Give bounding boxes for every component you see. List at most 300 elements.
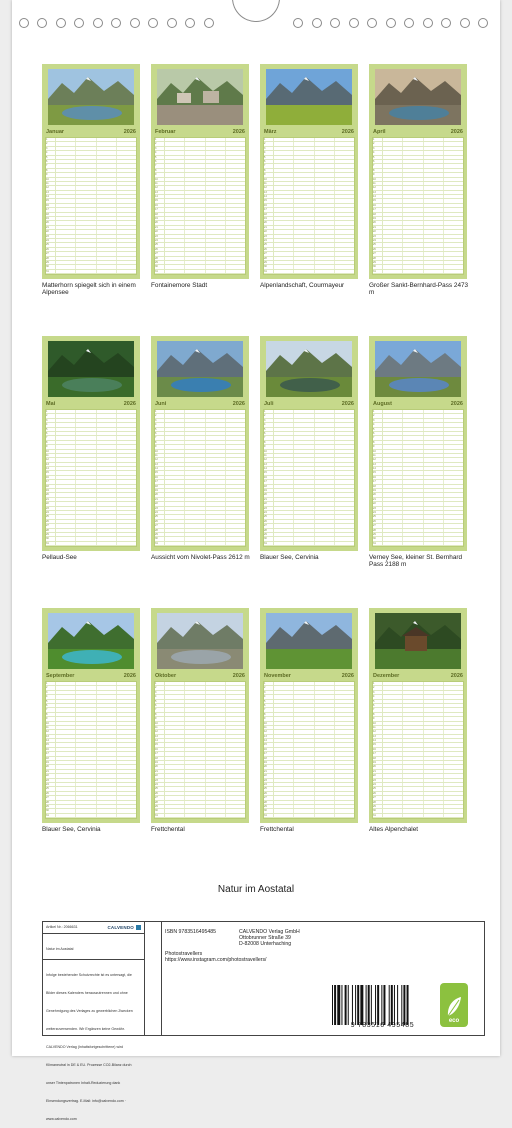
planner-cell xyxy=(117,199,136,202)
planner-cell xyxy=(97,445,117,448)
planner-cell xyxy=(424,713,444,716)
planner-cell xyxy=(383,182,403,185)
planner-cell xyxy=(206,779,226,782)
planner-cell xyxy=(165,208,185,211)
planner-cell xyxy=(226,454,245,457)
planner-cell xyxy=(403,537,423,540)
planner-cell xyxy=(294,502,314,505)
planner-cell xyxy=(97,221,117,224)
planner-cell xyxy=(226,169,245,172)
planner-cell xyxy=(117,743,136,746)
planner-cell xyxy=(97,748,117,751)
planner-cell xyxy=(444,450,463,453)
planner-cell xyxy=(226,191,245,194)
planner-cell xyxy=(315,722,335,725)
day-number: 11 xyxy=(155,182,165,185)
planner-row xyxy=(373,542,463,546)
planner-cell xyxy=(165,730,185,733)
day-number: 3 xyxy=(373,691,383,694)
planner-grid xyxy=(45,137,137,275)
month-name: April xyxy=(373,128,386,135)
planner-cell xyxy=(185,252,205,255)
planner-cell xyxy=(185,542,205,545)
planner-cell xyxy=(165,445,185,448)
planner-cell xyxy=(274,213,294,216)
planner-cell xyxy=(335,700,354,703)
planner-cell xyxy=(206,708,226,711)
planner-cell xyxy=(97,761,117,764)
planner-cell xyxy=(226,708,245,711)
day-number: 24 xyxy=(373,239,383,242)
day-number: 23 xyxy=(46,235,56,238)
day-number: 27 xyxy=(373,524,383,527)
day-number: 11 xyxy=(46,182,56,185)
planner-cell xyxy=(315,748,335,751)
planner-cell xyxy=(97,498,117,501)
day-number: 2 xyxy=(264,414,274,417)
planner-cell xyxy=(424,265,444,268)
planner-cell xyxy=(444,208,463,211)
planner-cell xyxy=(56,186,76,189)
day-number: 30 xyxy=(155,537,165,540)
planner-cell xyxy=(226,178,245,181)
month-caption: Fontainemore Stadt xyxy=(151,282,208,289)
planner-cell xyxy=(206,257,226,260)
planner-cell xyxy=(294,436,314,439)
planner-cell xyxy=(165,252,185,255)
planner-cell xyxy=(97,164,117,167)
day-number: 28 xyxy=(264,801,274,804)
planner-cell xyxy=(383,235,403,238)
planner-cell xyxy=(315,252,335,255)
day-number: 25 xyxy=(46,515,56,518)
planner-cell xyxy=(117,173,136,176)
planner-cell xyxy=(165,257,185,260)
day-number: 7 xyxy=(46,164,56,167)
planner-cell xyxy=(97,458,117,461)
planner-cell xyxy=(335,682,354,685)
planner-cell xyxy=(97,173,117,176)
day-number: 9 xyxy=(46,717,56,720)
planner-cell xyxy=(274,248,294,251)
planner-grid xyxy=(263,137,355,275)
day-number: 3 xyxy=(264,691,274,694)
day-number: 9 xyxy=(264,717,274,720)
binding-hole xyxy=(367,18,377,28)
planner-cell xyxy=(383,138,403,141)
day-number: 2 xyxy=(373,414,383,417)
planner-cell xyxy=(383,765,403,768)
planner-cell xyxy=(444,164,463,167)
planner-cell xyxy=(226,156,245,159)
day-number: 15 xyxy=(155,471,165,474)
planner-cell xyxy=(383,454,403,457)
planner-cell xyxy=(315,454,335,457)
planner-cell xyxy=(335,748,354,751)
month-year: 2026 xyxy=(232,400,245,407)
month-caption: Blauer See, Cervinia xyxy=(260,554,319,561)
planner-cell xyxy=(315,480,335,483)
month-photo xyxy=(375,341,461,397)
day-number: 16 xyxy=(373,748,383,751)
planner-cell xyxy=(226,515,245,518)
planner-cell xyxy=(444,529,463,532)
planner-cell xyxy=(117,515,136,518)
planner-cell xyxy=(335,178,354,181)
planner-cell xyxy=(97,436,117,439)
planner-cell xyxy=(294,173,314,176)
planner-cell xyxy=(274,151,294,154)
day-number: 21 xyxy=(155,226,165,229)
day-number: 15 xyxy=(373,471,383,474)
planner-cell xyxy=(206,173,226,176)
planner-cell xyxy=(76,428,96,431)
planner-cell xyxy=(185,792,205,795)
day-number: 24 xyxy=(264,511,274,514)
planner-cell xyxy=(383,458,403,461)
day-number: 12 xyxy=(373,730,383,733)
planner-cell xyxy=(335,195,354,198)
planner-cell xyxy=(56,450,76,453)
day-number: 30 xyxy=(264,809,274,812)
planner-cell xyxy=(226,489,245,492)
planner-cell xyxy=(97,529,117,532)
planner-cell xyxy=(444,726,463,729)
planner-cell xyxy=(274,529,294,532)
planner-cell xyxy=(315,792,335,795)
binding-hole xyxy=(423,18,433,28)
planner-cell xyxy=(226,450,245,453)
day-number: 16 xyxy=(155,476,165,479)
planner-cell xyxy=(97,796,117,799)
planner-cell xyxy=(185,423,205,426)
planner-cell xyxy=(76,502,96,505)
planner-row xyxy=(373,814,463,818)
planner-cell xyxy=(335,515,354,518)
planner-cell xyxy=(294,533,314,536)
planner-cell xyxy=(403,252,423,255)
day-number: 28 xyxy=(373,529,383,532)
planner-cell xyxy=(97,502,117,505)
planner-cell xyxy=(56,502,76,505)
planner-cell xyxy=(315,730,335,733)
day-number: 1 xyxy=(46,682,56,685)
planner-cell xyxy=(117,700,136,703)
planner-cell xyxy=(206,414,226,417)
binding-hole xyxy=(111,18,121,28)
planner-cell xyxy=(424,463,444,466)
planner-cell xyxy=(165,792,185,795)
planner-cell xyxy=(424,252,444,255)
planner-cell xyxy=(383,169,403,172)
planner-cell xyxy=(165,471,185,474)
month-caption: Alpenlandschaft, Courmayeur xyxy=(260,282,345,289)
planner-cell xyxy=(383,752,403,755)
planner-cell xyxy=(97,230,117,233)
planner-cell xyxy=(294,151,314,154)
day-number: 23 xyxy=(373,779,383,782)
planner-cell xyxy=(383,779,403,782)
planner-cell xyxy=(315,686,335,689)
planner-cell xyxy=(76,164,96,167)
planner-cell xyxy=(444,730,463,733)
planner-cell xyxy=(165,230,185,233)
day-number: 8 xyxy=(264,713,274,716)
planner-cell xyxy=(424,801,444,804)
day-number: 7 xyxy=(46,708,56,711)
day-number: 20 xyxy=(373,493,383,496)
planner-cell xyxy=(274,257,294,260)
planner-cell xyxy=(76,717,96,720)
planner-cell xyxy=(165,682,185,685)
planner-cell xyxy=(206,156,226,159)
planner-cell xyxy=(444,471,463,474)
planner-cell xyxy=(444,257,463,260)
day-number: 1 xyxy=(46,138,56,141)
planner-cell xyxy=(117,458,136,461)
planner-cell xyxy=(76,204,96,207)
photographer-link[interactable]: https://www.instagram.com/photostravellers/ xyxy=(165,957,267,964)
planner-cell xyxy=(226,774,245,777)
month-header xyxy=(154,127,246,136)
planner-cell xyxy=(294,476,314,479)
planner-cell xyxy=(383,261,403,264)
planner-cell xyxy=(117,770,136,773)
planner-cell xyxy=(76,537,96,540)
planner-cell xyxy=(185,410,205,413)
day-number: 7 xyxy=(373,708,383,711)
planner-cell xyxy=(403,471,423,474)
planner-cell xyxy=(403,722,423,725)
planner-cell xyxy=(424,221,444,224)
planner-cell xyxy=(294,239,314,242)
planner-cell xyxy=(117,160,136,163)
month-caption: Verney See, kleiner St. Bernhard Pass 2188 m xyxy=(369,554,463,569)
planner-cell xyxy=(165,270,185,273)
month-card xyxy=(151,336,249,551)
planner-cell xyxy=(56,213,76,216)
day-number: 6 xyxy=(155,432,165,435)
planner-cell xyxy=(444,515,463,518)
planner-cell xyxy=(424,748,444,751)
planner-cell xyxy=(206,230,226,233)
planner-cell xyxy=(444,243,463,246)
planner-cell xyxy=(383,257,403,260)
planner-cell xyxy=(117,524,136,527)
planner-cell xyxy=(444,814,463,817)
day-number: 20 xyxy=(155,221,165,224)
planner-cell xyxy=(97,217,117,220)
planner-cell xyxy=(424,204,444,207)
planner-cell xyxy=(56,695,76,698)
planner-cell xyxy=(76,173,96,176)
planner-cell xyxy=(294,160,314,163)
planner-cell xyxy=(444,809,463,812)
planner-cell xyxy=(56,142,76,145)
planner-cell xyxy=(206,739,226,742)
month-name: Februar xyxy=(155,128,176,135)
month-header xyxy=(45,127,137,136)
planner-cell xyxy=(76,235,96,238)
day-number: 4 xyxy=(373,423,383,426)
planner-cell xyxy=(206,441,226,444)
planner-cell xyxy=(117,248,136,251)
planner-cell xyxy=(206,186,226,189)
planner-cell xyxy=(444,239,463,242)
planner-cell xyxy=(76,515,96,518)
day-number: 8 xyxy=(155,169,165,172)
planner-cell xyxy=(226,779,245,782)
planner-cell xyxy=(424,458,444,461)
planner-cell xyxy=(294,796,314,799)
planner-cell xyxy=(165,217,185,220)
planner-cell xyxy=(294,445,314,448)
planner-cell xyxy=(294,805,314,808)
planner-cell xyxy=(315,691,335,694)
planner-cell xyxy=(403,480,423,483)
planner-cell xyxy=(383,423,403,426)
planner-cell xyxy=(206,252,226,255)
day-number: 19 xyxy=(373,761,383,764)
month-card xyxy=(260,608,358,823)
planner-cell xyxy=(117,191,136,194)
planner-cell xyxy=(315,261,335,264)
planner-cell xyxy=(226,695,245,698)
planner-cell xyxy=(97,739,117,742)
planner-cell xyxy=(274,265,294,268)
planner-cell xyxy=(315,195,335,198)
planner-cell xyxy=(206,208,226,211)
planner-cell xyxy=(335,423,354,426)
planner-cell xyxy=(185,796,205,799)
planner-cell xyxy=(76,265,96,268)
day-number: 13 xyxy=(264,463,274,466)
planner-cell xyxy=(444,717,463,720)
planner-cell xyxy=(226,445,245,448)
planner-cell xyxy=(424,199,444,202)
planner-cell xyxy=(403,713,423,716)
planner-cell xyxy=(444,265,463,268)
day-number: 4 xyxy=(264,151,274,154)
planner-cell xyxy=(383,757,403,760)
day-number: 15 xyxy=(373,743,383,746)
planner-cell xyxy=(185,463,205,466)
planner-cell xyxy=(76,160,96,163)
day-number: 27 xyxy=(155,524,165,527)
planner-cell xyxy=(315,774,335,777)
planner-cell xyxy=(226,814,245,817)
planner-cell xyxy=(444,270,463,273)
planner-cell xyxy=(403,208,423,211)
planner-cell xyxy=(403,217,423,220)
planner-cell xyxy=(403,524,423,527)
planner-cell xyxy=(56,485,76,488)
binding-hole xyxy=(74,18,84,28)
planner-cell xyxy=(383,410,403,413)
planner-cell xyxy=(335,142,354,145)
day-number: 24 xyxy=(155,239,165,242)
planner-cell xyxy=(315,489,335,492)
day-number: 18 xyxy=(264,757,274,760)
planner-cell xyxy=(424,217,444,220)
planner-cell xyxy=(185,471,205,474)
planner-cell xyxy=(424,230,444,233)
planner-cell xyxy=(383,809,403,812)
planner-cell xyxy=(185,695,205,698)
planner-cell xyxy=(315,801,335,804)
planner-cell xyxy=(383,783,403,786)
planner-cell xyxy=(444,445,463,448)
planner-cell xyxy=(383,243,403,246)
day-number: 15 xyxy=(46,199,56,202)
day-number: 31 xyxy=(373,542,383,545)
calendar-title: Natur im Aostatal xyxy=(217,884,295,895)
planner-cell xyxy=(97,730,117,733)
planner-cell xyxy=(56,805,76,808)
planner-cell xyxy=(335,476,354,479)
planner-cell xyxy=(226,735,245,738)
planner-cell xyxy=(56,265,76,268)
planner-cell xyxy=(335,801,354,804)
planner-cell xyxy=(76,704,96,707)
day-number: 27 xyxy=(264,252,274,255)
planner-cell xyxy=(424,787,444,790)
planner-cell xyxy=(274,805,294,808)
planner-cell xyxy=(335,726,354,729)
month-year: 2026 xyxy=(450,672,463,679)
planner-cell xyxy=(185,502,205,505)
planner-cell xyxy=(274,252,294,255)
day-number: 15 xyxy=(264,743,274,746)
planner-cell xyxy=(274,783,294,786)
planner-cell xyxy=(424,761,444,764)
planner-cell xyxy=(383,502,403,505)
planner-cell xyxy=(165,498,185,501)
planner-cell xyxy=(294,787,314,790)
planner-cell xyxy=(335,265,354,268)
planner-cell xyxy=(335,173,354,176)
day-number: 20 xyxy=(373,765,383,768)
planner-cell xyxy=(424,186,444,189)
planner-cell xyxy=(56,757,76,760)
planner-cell xyxy=(185,770,205,773)
planner-cell xyxy=(335,686,354,689)
planner-cell xyxy=(226,432,245,435)
planner-cell xyxy=(76,217,96,220)
planner-cell xyxy=(76,485,96,488)
planner-cell xyxy=(117,691,136,694)
planner-cell xyxy=(56,735,76,738)
planner-cell xyxy=(403,257,423,260)
planner-cell xyxy=(56,463,76,466)
planner-cell xyxy=(335,542,354,545)
planner-row xyxy=(46,814,136,818)
planner-cell xyxy=(444,204,463,207)
day-number: 29 xyxy=(264,533,274,536)
planner-cell xyxy=(226,265,245,268)
planner-cell xyxy=(97,169,117,172)
day-number: 26 xyxy=(46,248,56,251)
planner-cell xyxy=(117,796,136,799)
planner-cell xyxy=(403,265,423,268)
day-number: 14 xyxy=(264,739,274,742)
planner-cell xyxy=(117,805,136,808)
planner-cell xyxy=(76,213,96,216)
day-number: 1 xyxy=(373,138,383,141)
day-number: 17 xyxy=(373,480,383,483)
day-number: 19 xyxy=(155,217,165,220)
planner-cell xyxy=(424,410,444,413)
